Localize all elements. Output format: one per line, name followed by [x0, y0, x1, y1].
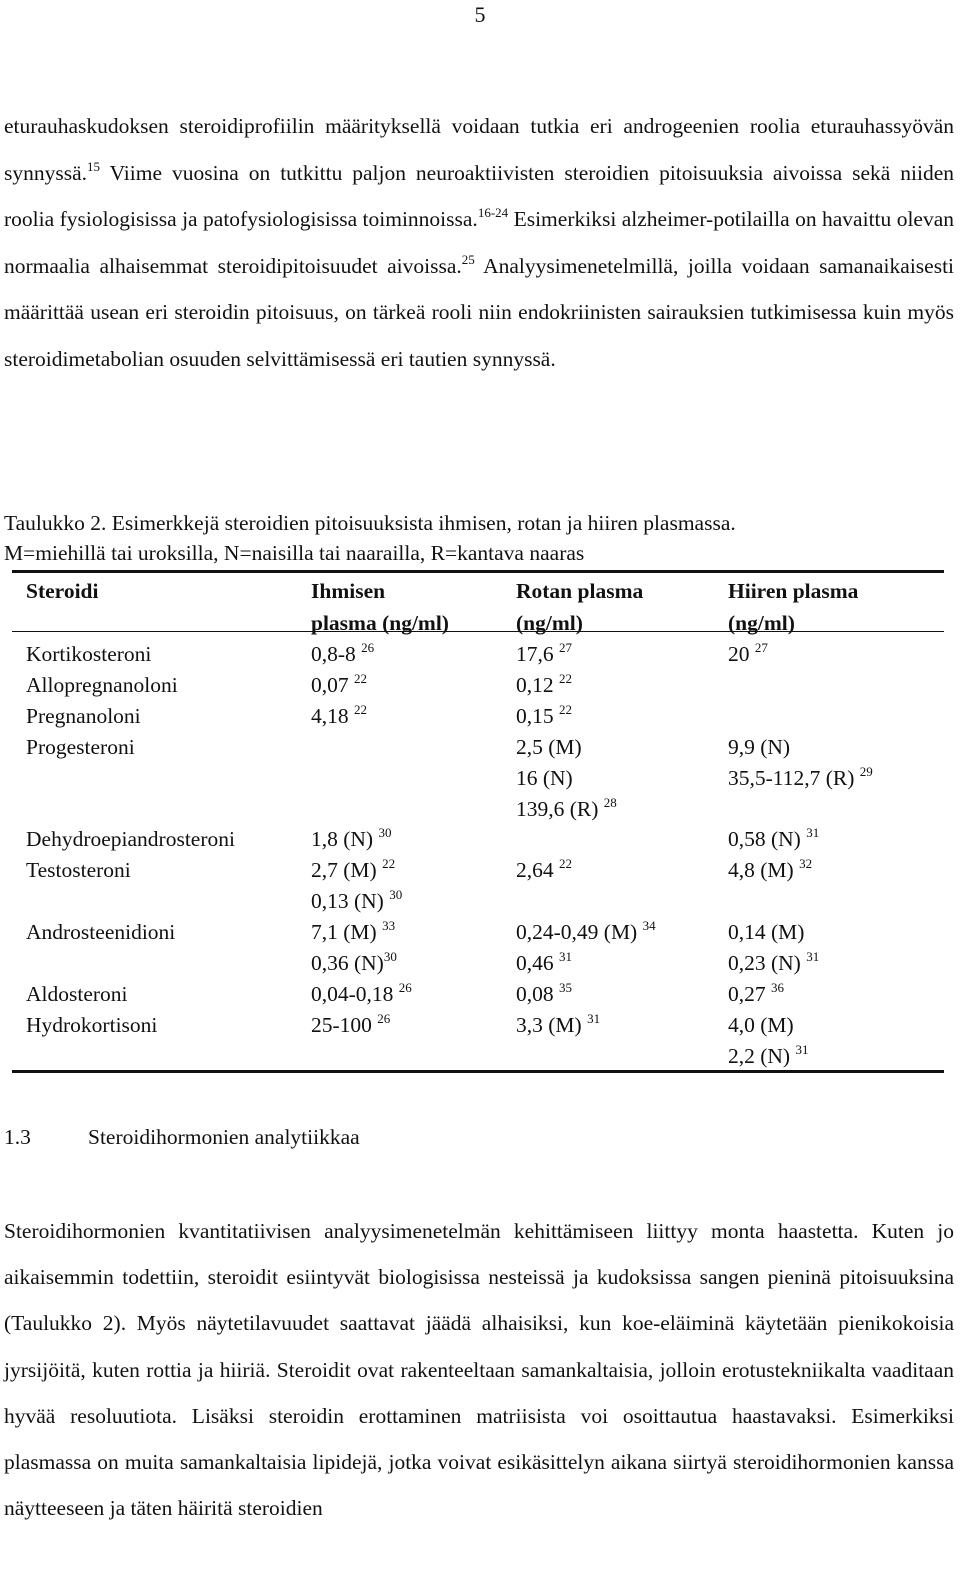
reference-superscript: 22 [559, 856, 572, 871]
reference-superscript: 32 [799, 856, 813, 871]
table-cell-mouse [728, 735, 790, 760]
cell-value: 139,6 (R) [516, 796, 604, 821]
intro-text-segment: Analyysimenetelmillä, joilla voidaan samanaikaisesti määrittää usean eri steroidin pitoisuus, on tärkeä rooli niin endokriinisten sairauksien tutkimisessa kuin myös steroidimetabolian osuuden selvittämisessä eri tautien synnyssä. [4, 253, 955, 371]
cell-value: 0,15 [516, 704, 559, 728]
reference-superscript: 30 [378, 825, 392, 840]
cell-value: 0,07 [311, 673, 354, 697]
table-cell-steroid: Allopregnanoloni [26, 673, 178, 697]
cell-value: 2,7 (M) [311, 858, 383, 882]
cell-value: 0,14 (M) [728, 920, 805, 944]
section-heading [4, 1125, 360, 1150]
reference-superscript: 36 [771, 980, 784, 995]
header-line: Ihmisen [311, 579, 386, 603]
reference-superscript: 25 [461, 251, 475, 267]
header-mouse-plasma [728, 575, 858, 639]
table-top-rule [12, 570, 944, 573]
intro-paragraph [4, 103, 954, 383]
reference-superscript: 35 [559, 980, 572, 995]
table-cell-mouse [728, 982, 784, 1007]
cell-value: 20 [728, 642, 755, 666]
reference-superscript: 27 [559, 640, 572, 655]
header-line: (ng/ml) [728, 611, 795, 635]
table-cell-steroid: Aldosteroni [26, 982, 128, 1006]
cell-value: 1,8 (N) [311, 827, 379, 851]
cell-value: 0,04-0,18 [311, 982, 399, 1006]
intro-text-segment: eturauhaskudoksen steroidiprofiilin määrityksellä voidaan tutkia eri androgeenien roolia eturauhassyövän synnyssä. [4, 114, 954, 185]
header-human-plasma [311, 575, 449, 639]
table-cell-steroid: Androsteenidioni [26, 920, 176, 944]
reference-superscript: 31 [795, 1041, 809, 1057]
table-caption-legend: M=miehillä tai uroksilla, N=naisilla tai naarailla, R=kantava naaras [4, 541, 585, 565]
table-cell-human [311, 886, 403, 914]
reference-superscript: 26 [377, 1011, 391, 1026]
cell-value: 0,8-8 [311, 642, 362, 666]
reference-superscript: 22 [559, 702, 572, 717]
table-cell-rat [516, 704, 572, 729]
table-cell-steroid: Hydrokortisoni [26, 1013, 158, 1037]
intro-text-segment: Esimerkiksi alzheimer-potilailla on havaittu olevan normaalia alhaisemmat steroidipitoisuudet aivoissa. [4, 207, 955, 278]
cell-value: 9,9 (N) [728, 735, 791, 759]
reference-superscript: 33 [382, 918, 396, 933]
reference-superscript: 30 [383, 948, 397, 964]
cell-value: 4,8 (M) [728, 858, 800, 882]
header-line: Hiiren plasma [728, 579, 859, 603]
reference-superscript: 26 [398, 980, 412, 995]
table-cell-rat [516, 1013, 600, 1038]
table-cell-steroid: Dehydroepiandrosteroni [26, 827, 235, 851]
header-line: (ng/ml) [516, 611, 583, 635]
reference-superscript: 22 [382, 856, 396, 871]
table-cell-mouse [728, 858, 812, 883]
reference-superscript: 26 [361, 640, 375, 655]
reference-superscript: 16-24 [477, 205, 509, 221]
reference-superscript: 31 [806, 825, 820, 840]
cell-value: 25-100 [311, 1013, 378, 1037]
table-cell-rat [516, 794, 617, 822]
table-cell-mouse [728, 920, 804, 945]
table-cell-steroid: Kortikosteroni [26, 642, 152, 666]
header-line: plasma (ng/ml) [311, 611, 449, 635]
table-cell-human [311, 642, 374, 667]
table-cell-rat [516, 920, 656, 945]
cell-value: 0,27 [728, 982, 771, 1006]
cell-value: 0,08 [516, 982, 559, 1006]
reference-superscript: 27 [754, 640, 768, 655]
table-cell-mouse [728, 642, 768, 667]
intro-text-segment: Viime vuosina on tutkittu paljon neuroaktiivisten steroidien pitoisuuksia aivoissa sekä niiden roolia fysiologisissa ja patofysiologisissa toiminnoissa. [4, 160, 954, 232]
reference-superscript: 31 [587, 1011, 601, 1026]
header-line: Steroidi [26, 579, 99, 603]
reference-superscript: 22 [354, 702, 367, 717]
reference-superscript: 22 [354, 671, 367, 686]
cell-value: 0,23 (N) [728, 950, 807, 975]
cell-value: 0,58 (N) [728, 827, 807, 851]
table-cell-mouse [728, 948, 820, 976]
table-cell-steroid: Testosteroni [26, 858, 131, 882]
reference-superscript: 28 [603, 794, 617, 810]
table-cell-mouse [728, 763, 873, 791]
table-cell-rat [516, 766, 573, 791]
table-cell-steroid: Progesteroni [26, 735, 135, 759]
cell-value: 0,36 (N) [311, 950, 384, 975]
table-cell-human [311, 920, 395, 945]
table-bottom-rule [12, 1070, 944, 1073]
cell-value: 4,0 (M) [728, 1013, 794, 1037]
table-cell-rat [516, 858, 572, 883]
cell-value: 2,5 (M) [516, 735, 582, 759]
section-title: Steroidihormonien analytiikkaa [88, 1125, 360, 1149]
cell-value: 0,12 [516, 673, 559, 697]
table-cell-human [311, 948, 397, 976]
table-cell-mouse [728, 1041, 809, 1069]
header-line: Rotan plasma [516, 579, 644, 603]
cell-value: 0,13 (N) [311, 888, 390, 913]
reference-superscript: 31 [806, 948, 820, 964]
body-paragraph: Steroidihormonien kvantitatiivisen analyysimenetelmän kehittämiseen liittyy monta haastetta. Kuten jo aikaisemmin todettiin, steroidit esiintyvät biologisissa nesteissä ja kudoksissa sangen pieninä pitoisuuksina (Taulukko 2). Myös näytetilavuudet saattavat jäädä alhaisiksi, kun koe-eläiminä käytetään pienikokoisia jyrsijöitä, kuten rottia ja hiiriä. Steroidit ovat rakenteeltaan samankaltaisia, jolloin erotustekniikalta vaaditaan hyvää resoluutiota. Lisäksi steroidin erottaminen matriisista voi osoittautua haastavaksi. Esimerkiksi plasmassa on muita samankaltaisia lipidejä, jotka voivat esikäsittelyn aikana siirtyä steroidihormonien kanssa näytteeseen ja täten häiritä steroidien [4, 1219, 954, 1521]
table-cell-mouse [728, 827, 819, 852]
table-cell-mouse [728, 1013, 794, 1038]
cell-value: 17,6 [516, 642, 559, 666]
table-cell-human [311, 982, 412, 1007]
cell-value: 0,46 [516, 950, 559, 975]
cell-value: 16 (N) [516, 765, 573, 790]
cell-value: 35,5-112,7 (R) [728, 765, 860, 790]
table-cell-rat [516, 948, 572, 976]
table-cell-human [311, 673, 367, 698]
reference-superscript: 29 [859, 763, 873, 779]
cell-value: 3,3 (M) [516, 1013, 588, 1037]
cell-value: 4,18 [311, 704, 354, 728]
cell-value: 7,1 (M) [311, 920, 383, 944]
reference-superscript: 34 [642, 918, 656, 933]
table-cell-human [311, 1013, 390, 1038]
cell-value: 0,24-0,49 (M) [516, 920, 643, 944]
page-number: 5 [474, 2, 486, 27]
reference-superscript: 22 [559, 671, 572, 686]
table-cell-rat [516, 642, 572, 667]
table-cell-steroid: Pregnanoloni [26, 704, 141, 728]
section-number: 1.3 [4, 1125, 31, 1149]
reference-superscript: 31 [559, 948, 572, 964]
cell-value: 2,64 [516, 858, 559, 882]
table-cell-human [311, 827, 391, 852]
table-cell-rat [516, 673, 572, 698]
table-cell-rat [516, 982, 572, 1007]
cell-value: 2,2 (N) [728, 1043, 796, 1068]
header-rat-plasma [516, 575, 643, 639]
reference-superscript: 30 [389, 886, 403, 902]
header-steroid [26, 575, 98, 607]
table-cell-human [311, 704, 367, 729]
table-cell-human [311, 858, 395, 883]
table-caption: Taulukko 2. Esimerkkejä steroidien pitoisuuksista ihmisen, rotan ja hiiren plasmassa. [4, 511, 736, 535]
table-cell-rat [516, 735, 582, 760]
reference-superscript: 15 [87, 158, 101, 174]
